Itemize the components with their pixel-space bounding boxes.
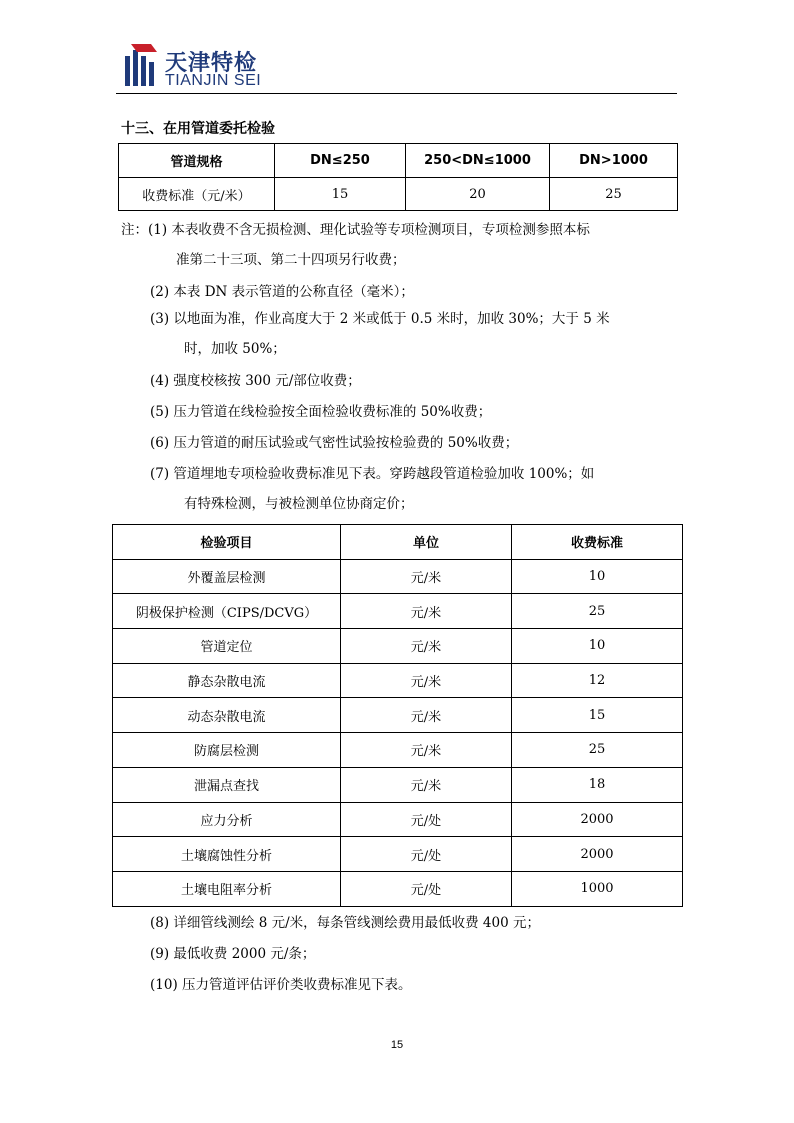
header-cell: 检验项目 [113, 525, 341, 560]
table-row [113, 559, 683, 594]
table-cell: 应力分析 [113, 802, 341, 837]
table-header-row [113, 525, 683, 560]
inspection-items-table [112, 524, 683, 907]
table-cell: 12 [512, 663, 683, 698]
table-cell: 外覆盖层检测 [113, 559, 341, 594]
note-9: (9) 最低收费 2000 元/条； [150, 946, 316, 962]
pipe-spec-table [118, 143, 678, 211]
table-row [113, 837, 683, 872]
note-7-line-1: (7) 管道埋地专项检验收费标准见下表。穿跨越段管道检验加收 100%；如 [150, 466, 595, 482]
note-4: (4) 强度校核按 300 元/部位收费； [150, 373, 361, 389]
note-6: (6) 压力管道的耐压试验或气密性试验按检验费的 50%收费； [150, 435, 519, 451]
table-header-row [119, 144, 678, 178]
table-row [113, 629, 683, 664]
note-7-line-2: 有特殊检测，与被检测单位协商定价； [184, 496, 414, 512]
header-logo [123, 42, 273, 92]
table-cell: 18 [512, 767, 683, 802]
table-row [113, 733, 683, 768]
header-cell: 管道规格 [119, 144, 275, 178]
header-cell: 收费标准 [512, 525, 683, 560]
table-cell: 10 [512, 559, 683, 594]
note-3-line-1: (3) 以地面为准，作业高度大于 2 米或低于 0.5 米时，加收 30%；大于 5 米 [150, 311, 610, 327]
table-cell: 泄漏点查找 [113, 767, 341, 802]
table-cell: 元/米 [341, 698, 512, 733]
table-cell: 15 [275, 178, 406, 211]
table-cell: 2000 [512, 837, 683, 872]
table-row [113, 663, 683, 698]
section-title: 十三、在用管道委托检验 [121, 121, 275, 137]
note-10: (10) 压力管道评估评价类收费标准见下表。 [150, 977, 412, 993]
note-1-line-1: 注：(1) 本表收费不含无损检测、理化试验等专项检测项目，专项检测参照本标 [121, 222, 590, 238]
table-cell: 元/处 [341, 837, 512, 872]
table-cell: 25 [550, 178, 678, 211]
table-cell: 元/米 [341, 663, 512, 698]
table-cell: 动态杂散电流 [113, 698, 341, 733]
table-cell: 元/米 [341, 767, 512, 802]
header-cell: 250<DN≤1000 [406, 144, 550, 178]
table-cell: 静态杂散电流 [113, 663, 341, 698]
note-1-line-2: 准第二十三项、第二十四项另行收费； [176, 252, 406, 268]
header-cell: DN≤250 [275, 144, 406, 178]
table-cell: 2000 [512, 802, 683, 837]
table-cell: 元/处 [341, 871, 512, 906]
table-row [113, 594, 683, 629]
note-3-line-2: 时，加收 50%； [184, 341, 286, 357]
note-5: (5) 压力管道在线检验按全面检验收费标准的 50%收费； [150, 404, 492, 420]
table-row [119, 178, 678, 211]
logo-text-cn: 天津特检 [165, 51, 258, 76]
header-cell: DN>1000 [550, 144, 678, 178]
table-cell: 土壤电阻率分析 [113, 871, 341, 906]
table-cell: 25 [512, 594, 683, 629]
logo-text-en: TIANJIN SEI [165, 72, 262, 89]
header-cell: 单位 [341, 525, 512, 560]
logo-mark-icon [123, 42, 159, 88]
table-row [113, 871, 683, 906]
table-cell: 元/米 [341, 733, 512, 768]
table-row [113, 802, 683, 837]
table-cell: 土壤腐蚀性分析 [113, 837, 341, 872]
table-cell: 元/米 [341, 559, 512, 594]
table-cell: 防腐层检测 [113, 733, 341, 768]
table-cell: 元/米 [341, 594, 512, 629]
table-row [113, 698, 683, 733]
table-cell: 管道定位 [113, 629, 341, 664]
table-cell: 元/米 [341, 629, 512, 664]
table-cell: 20 [406, 178, 550, 211]
table-cell: 收费标准（元/米） [119, 178, 275, 211]
table-cell: 阴极保护检测（CIPS/DCVG） [113, 594, 341, 629]
table-row [113, 767, 683, 802]
table-cell: 25 [512, 733, 683, 768]
table-cell: 10 [512, 629, 683, 664]
page-number: 15 [390, 1039, 404, 1051]
table-cell: 元/处 [341, 802, 512, 837]
header-divider [116, 93, 677, 94]
note-8: (8) 详细管线测绘 8 元/米，每条管线测绘费用最低收费 400 元； [150, 915, 540, 931]
table-cell: 15 [512, 698, 683, 733]
table-cell: 1000 [512, 871, 683, 906]
note-2: (2) 本表 DN 表示管道的公称直径（毫米）； [150, 284, 414, 300]
